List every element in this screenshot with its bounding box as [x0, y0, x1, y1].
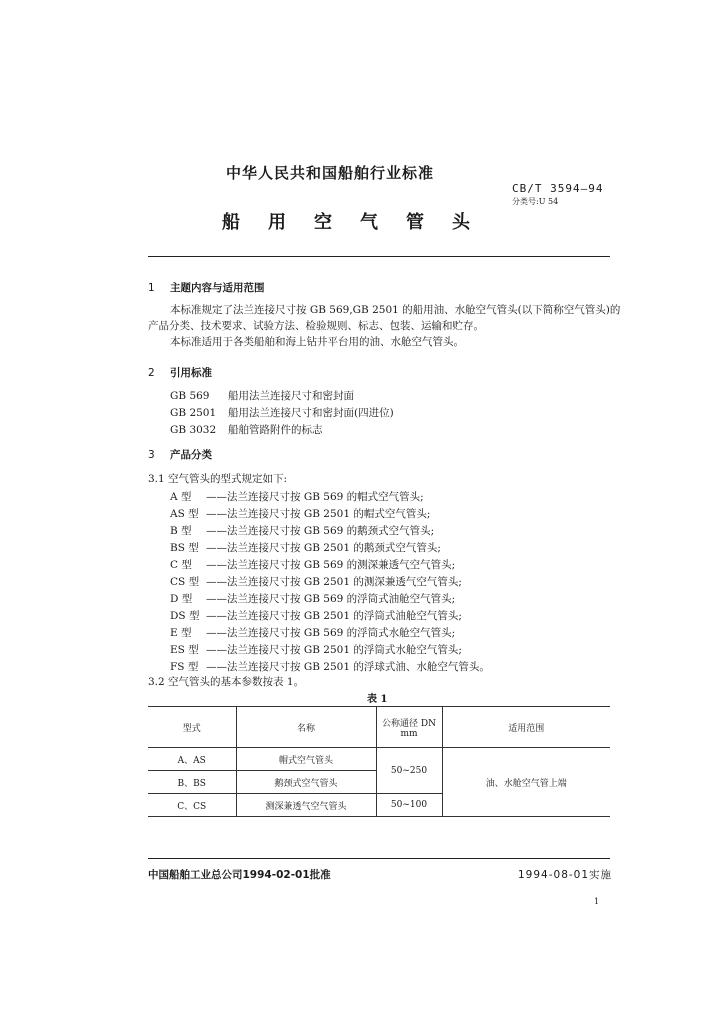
type-item — [170, 557, 455, 572]
header-dn-unit: mm — [400, 728, 418, 739]
table-caption: 表 1 — [367, 694, 388, 705]
type-name: D 型 — [170, 593, 193, 605]
reference-item — [170, 405, 394, 420]
header-dn — [376, 707, 442, 748]
header-type: 型式 — [148, 707, 236, 748]
reference-code: GB 3032 — [170, 424, 217, 436]
reference-item — [170, 422, 323, 437]
type-name: DS 型 — [170, 610, 200, 622]
section-3-heading — [148, 447, 212, 462]
section-1-paragraphs — [148, 302, 620, 350]
approval-line: 中国船舶工业总公司1994-02-01批准 — [148, 869, 331, 881]
section-number: 3 — [148, 449, 155, 461]
type-name: BS 型 — [170, 542, 199, 554]
type-item — [170, 506, 430, 521]
type-desc: ——法兰连接尺寸按 GB 569 的浮筒式油舱空气管头; — [206, 593, 456, 605]
page-number: 1 — [594, 897, 600, 906]
type-desc: ——法兰连接尺寸按 GB 2501 的浮球式油、水舱空气管头。 — [206, 661, 490, 673]
cell-dn: 50~100 — [376, 794, 442, 817]
type-desc: ——法兰连接尺寸按 GB 2501 的鹅颈式空气管头; — [206, 542, 441, 554]
type-item — [170, 625, 455, 640]
standard-header-title: 中华人民共和国船舶行业标准 — [226, 164, 435, 182]
type-name: CS 型 — [170, 576, 200, 588]
section-title: 引用标准 — [170, 367, 212, 379]
type-name: B 型 — [170, 525, 192, 537]
section-number: 2 — [148, 367, 155, 379]
type-desc: ——法兰连接尺寸按 GB 2501 的测深兼透气空气管头; — [206, 576, 462, 588]
type-item — [170, 574, 462, 589]
section-title: 产品分类 — [170, 449, 212, 461]
cell-scope: 油、水舱空气管上端 — [442, 748, 610, 817]
reference-title: 船舶管路附件的标志 — [228, 424, 323, 436]
type-name: FS 型 — [170, 661, 199, 673]
type-item — [170, 642, 462, 657]
type-desc: ——法兰连接尺寸按 GB 2501 的浮筒式水舱空气管头; — [206, 644, 462, 656]
type-item — [170, 523, 434, 538]
type-desc: ——法兰连接尺寸按 GB 569 的帽式空气管头; — [206, 491, 424, 503]
type-item — [170, 608, 462, 623]
classification-number: 分类号:U 54 — [512, 197, 559, 206]
reference-title: 船用法兰连接尺寸和密封面 — [228, 390, 354, 402]
type-name: ES 型 — [170, 644, 199, 656]
clause-3-2: 3.2 空气管头的基本参数按表 1。 — [148, 676, 305, 688]
cell-type: A、AS — [148, 748, 236, 771]
reference-code: GB 2501 — [170, 407, 217, 419]
header-name: 名称 — [236, 707, 376, 748]
title-divider — [148, 256, 610, 257]
type-item — [170, 591, 455, 606]
document-title: 船用空气管头 — [222, 212, 498, 233]
type-desc: ——法兰连接尺寸按 GB 2501 的浮筒式油舱空气管头; — [206, 610, 462, 622]
type-item — [170, 540, 441, 555]
type-desc: ——法兰连接尺寸按 GB 2501 的帽式空气管头; — [206, 508, 431, 520]
clause-3-1: 3.1 空气管头的型式规定如下: — [148, 473, 288, 485]
reference-item — [170, 388, 354, 403]
cell-name: 鹅颈式空气管头 — [236, 771, 376, 794]
header-dn-label: 公称通径 DN — [382, 718, 436, 729]
paragraph-line: 本标准适用于各类船舶和海上钻井平台用的油、水舱空气管头。 — [170, 336, 464, 348]
section-number: 1 — [148, 282, 155, 294]
reference-code: GB 569 — [170, 390, 210, 402]
type-item — [170, 659, 490, 674]
section-2-heading — [148, 365, 212, 380]
type-name: AS 型 — [170, 508, 199, 520]
table-header-row — [148, 707, 610, 748]
type-name: E 型 — [170, 627, 192, 639]
reference-title: 船用法兰连接尺寸和密封面(四进位) — [228, 407, 394, 419]
type-name: C 型 — [170, 559, 192, 571]
paragraph-line: 本标准规定了法兰连接尺寸按 GB 569,GB 2501 的船用油、水舱空气管头(以下简称空气管头)的 — [170, 304, 621, 316]
header-scope: 适用范围 — [442, 707, 610, 748]
cell-name: 帽式空气管头 — [236, 748, 376, 771]
paragraph-line: 产品分类、技术要求、试验方法、检验规则、标志、包装、运输和贮存。 — [148, 320, 484, 332]
effective-date: 1994-08-01实施 — [518, 869, 613, 881]
section-title: 主题内容与适用范围 — [170, 282, 265, 294]
cell-name: 测深兼透气空气管头 — [236, 794, 376, 817]
standard-code: CB/T 3594—94 — [512, 182, 604, 195]
type-desc: ——法兰连接尺寸按 GB 569 的测深兼透气空气管头; — [206, 559, 456, 571]
cell-type: C、CS — [148, 794, 236, 817]
type-name: A 型 — [170, 491, 192, 503]
type-desc: ——法兰连接尺寸按 GB 569 的鹅颈式空气管头; — [206, 525, 435, 537]
type-item — [170, 489, 424, 504]
section-1-heading — [148, 280, 265, 295]
table-row — [148, 748, 610, 771]
type-desc: ——法兰连接尺寸按 GB 569 的浮筒式水舱空气管头; — [206, 627, 456, 639]
parameters-table — [148, 706, 610, 817]
footer-divider — [148, 858, 610, 859]
cell-dn: 50~250 — [376, 748, 442, 794]
cell-type: B、BS — [148, 771, 236, 794]
